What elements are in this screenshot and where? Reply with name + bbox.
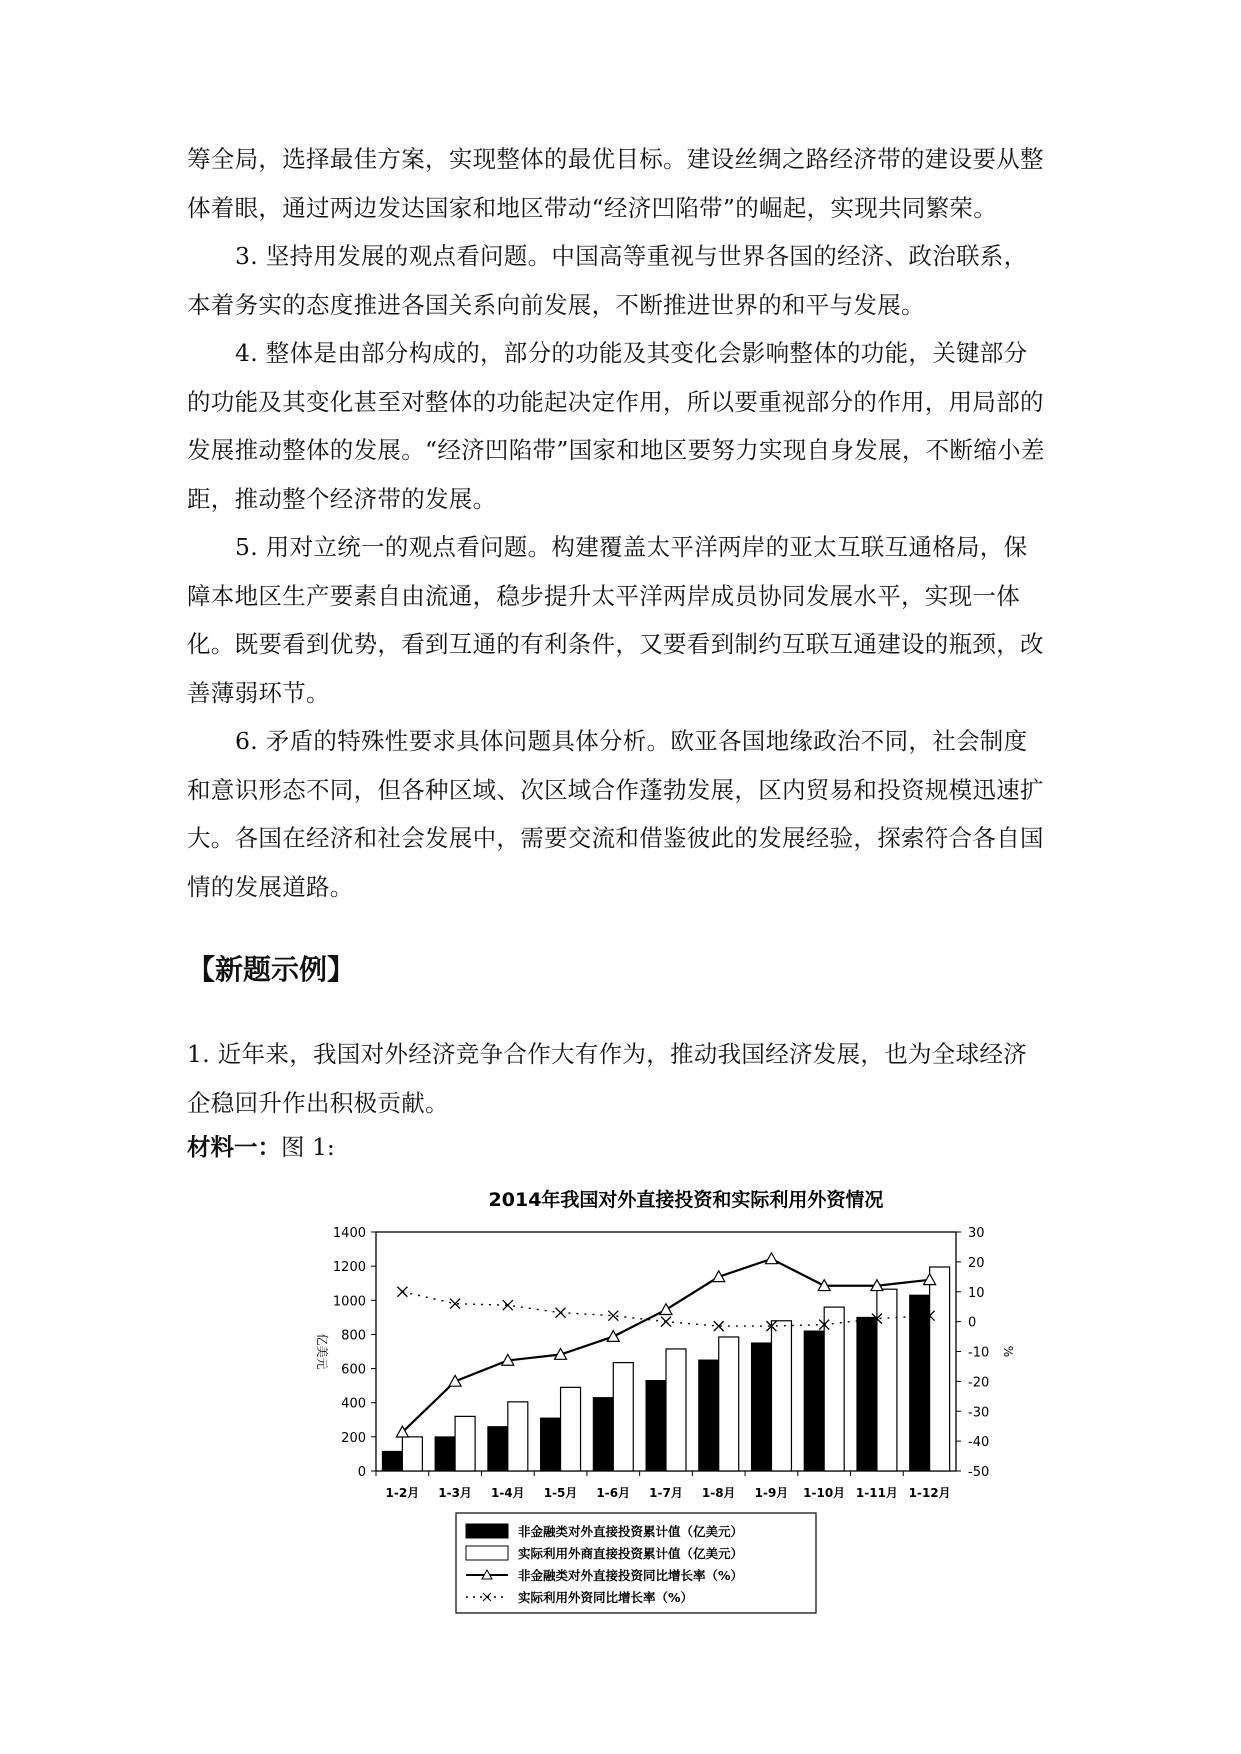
bar-nonfinancial-odi — [751, 1343, 771, 1471]
legend-label: 非金融类对外直接投资同比增长率（%） — [518, 1568, 744, 1583]
left-axis-tick-label: 1400 — [332, 1226, 366, 1241]
marker-fdi-growth — [556, 1308, 566, 1318]
legend-label: 实际利用外资同比增长率（%） — [518, 1590, 694, 1605]
marker-fdi-growth — [714, 1321, 724, 1331]
marker-odi-growth — [765, 1253, 777, 1264]
bar-nonfinancial-odi — [646, 1381, 666, 1471]
left-axis-tick-label: 600 — [341, 1362, 366, 1378]
bar-nonfinancial-odi — [488, 1427, 508, 1471]
left-axis-tick-label: 200 — [341, 1430, 366, 1446]
right-axis-tick-label: -20 — [968, 1375, 990, 1391]
marker-odi-growth — [607, 1331, 619, 1342]
x-axis-tick-label: 1-11月 — [855, 1486, 898, 1500]
bar-nonfinancial-odi — [541, 1418, 561, 1471]
left-axis-tick-label: 1200 — [332, 1260, 366, 1276]
x-axis-tick-label: 1-7月 — [649, 1486, 683, 1500]
x-axis-tick-label: 1-6月 — [596, 1486, 631, 1500]
marker-odi-growth — [660, 1304, 672, 1315]
right-axis-tick-label: 30 — [968, 1226, 985, 1241]
question-text: 1. 近年来，我国对外经济竞争合作大有作为，推动我国经济发展，也为全球经济企稳回升作出积极贡献。 — [187, 1040, 1027, 1117]
legend-swatch — [466, 1524, 508, 1538]
chart-title: 2014年我国对外直接投资和实际利用外资情况 — [488, 1189, 884, 1211]
right-axis-tick-label: 10 — [968, 1285, 985, 1301]
bar-fdi-utilized — [455, 1416, 475, 1471]
right-axis-tick-label: -10 — [968, 1345, 990, 1361]
bar-nonfinancial-odi — [382, 1451, 402, 1471]
bar-fdi-utilized — [771, 1321, 791, 1471]
bar-nonfinancial-odi — [857, 1317, 877, 1471]
left-axis-tick-label: 400 — [341, 1396, 366, 1412]
section-heading: 【新题示例】 — [187, 953, 356, 986]
plot-area — [315, 1226, 1015, 1613]
left-axis-tick-label: 0 — [357, 1465, 366, 1480]
bar-nonfinancial-odi — [804, 1331, 824, 1471]
material-figure-ref: 图 1: — [281, 1133, 335, 1161]
x-axis-tick-label: 1-8月 — [701, 1486, 736, 1500]
right-axis-tick-label: -30 — [968, 1405, 990, 1421]
bar-fdi-utilized — [561, 1387, 581, 1471]
legend-label: 实际利用外商直接投资累计值（亿美元） — [518, 1546, 744, 1561]
paragraph-6: 6. 矛盾的特殊性要求具体问题具体分析。欧亚各国地缘政治不同，社会制度和意识形态不同，但各种区域、次区域合作蓬勃发展，区内贸易和投资规模迅速扩大。各国在经济和社会发展中，需要交流和借鉴彼此的发展经验，探索符合各自国情的发展道路。 — [187, 727, 1044, 901]
x-axis-tick-label: 1-12月 — [908, 1486, 951, 1500]
x-axis-tick-label: 1-5月 — [543, 1486, 578, 1500]
bar-nonfinancial-odi — [593, 1398, 613, 1471]
paragraph-4: 4. 整体是由部分构成的，部分的功能及其变化会影响整体的功能，关键部分的功能及其变化甚至对整体的功能起决定作用，所以要重视部分的作用，用局部的发展推动整体的发展。“经济凹陷带”国家和地区要努力实现自身发展，不断缩小差距，推动整个经济带的发展。 — [187, 339, 1045, 513]
left-axis-title: 亿美元 — [315, 1333, 329, 1370]
material-label: 材料一： — [187, 1133, 281, 1161]
x-axis-tick-label: 1-3月 — [438, 1486, 472, 1500]
paragraph-continued: 筹全局，选择最佳方案，实现整体的最优目标。建设丝绸之路经济带的建设要从整体着眼，通过两边发达国家和地区带动“经济凹陷带”的崛起，实现共同繁荣。 — [187, 145, 1044, 222]
legend-swatch — [466, 1546, 508, 1560]
marker-fdi-growth — [661, 1317, 671, 1327]
paragraph-5: 5. 用对立统一的观点看问题。构建覆盖太平洋两岸的亚太互联互通格局，保障本地区生产要素自由流通，稳步提升太平洋两岸成员协同发展水平，实现一体化。既要看到优势，看到互通的有利条件，又要看到制约互联互通建设的瓶颈，改善薄弱环节。 — [187, 533, 1044, 707]
right-axis-tick-label: 0 — [968, 1315, 977, 1331]
right-axis-tick-label: -40 — [968, 1435, 990, 1451]
bar-fdi-utilized — [824, 1307, 844, 1471]
legend-label: 非金融类对外直接投资累计值（亿美元） — [518, 1524, 744, 1539]
x-axis-tick-label: 1-4月 — [490, 1486, 525, 1500]
bar-fdi-utilized — [508, 1402, 528, 1471]
right-axis-title: % — [1001, 1345, 1015, 1358]
left-axis-tick-label: 1000 — [332, 1294, 366, 1310]
bar-fdi-utilized — [719, 1337, 739, 1471]
paragraph-3: 3. 坚持用发展的观点看问题。中国高等重视与世界各国的经济、政治联系，本着务实的态度推进各国关系向前发展，不断推进世界的和平与发展。 — [187, 242, 1028, 319]
x-axis-tick-label: 1-2月 — [385, 1486, 420, 1500]
bar-fdi-utilized — [402, 1437, 422, 1471]
bar-fdi-utilized — [666, 1349, 686, 1471]
marker-fdi-growth — [503, 1300, 513, 1310]
x-axis-tick-label: 1-10月 — [803, 1486, 846, 1500]
investment-chart — [296, 1176, 1076, 1626]
right-axis-tick-label: -50 — [968, 1465, 990, 1480]
x-axis-tick-label: 1-9月 — [754, 1486, 789, 1500]
left-axis-tick-label: 800 — [341, 1328, 366, 1344]
bar-fdi-utilized — [613, 1363, 633, 1471]
material-line — [187, 1128, 335, 1162]
bar-fdi-utilized — [930, 1267, 950, 1471]
bar-nonfinancial-odi — [435, 1437, 455, 1471]
marker-fdi-growth — [397, 1287, 407, 1297]
bar-nonfinancial-odi — [699, 1360, 719, 1471]
bar-nonfinancial-odi — [910, 1295, 930, 1471]
right-axis-tick-label: 20 — [968, 1255, 985, 1271]
